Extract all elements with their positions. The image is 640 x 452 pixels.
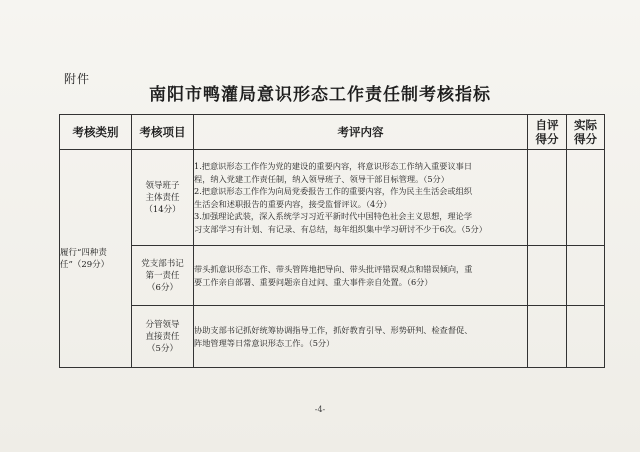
assessment-table: [59, 114, 605, 368]
table-row: [60, 150, 605, 246]
item-cell: [132, 306, 194, 368]
actual-score-cell[interactable]: [567, 306, 605, 368]
table-row: [60, 246, 605, 306]
page-number: -4-: [314, 405, 326, 414]
content-line: 1.把意识形态工作作为党的建设的重要内容，将意识形态工作纳入重要议事日: [194, 161, 473, 171]
self-score-cell[interactable]: [528, 246, 567, 306]
category-cell: [60, 150, 132, 368]
header-self-score-line1: 自评: [535, 118, 559, 132]
actual-score-cell[interactable]: [567, 246, 605, 306]
content-line: 程，纳入党建工作责任制，纳入领导班子、领导干部目标管理。（5分）: [194, 173, 449, 184]
header-self-score: [528, 115, 567, 150]
actual-score-cell[interactable]: [567, 150, 605, 246]
category-line1: 履行“四种责: [60, 247, 107, 258]
header-content: 考评内容: [194, 115, 528, 150]
table-row: [60, 306, 605, 368]
content-line: 协助支部书记抓好统筹协调指导工作，抓好教育引导、形势研判、检查督促、: [194, 325, 473, 335]
item-cell: [132, 246, 194, 306]
item-line: 领导班子: [145, 180, 180, 191]
item-line: 第一责任: [145, 270, 180, 281]
self-score-cell[interactable]: [528, 306, 567, 368]
self-score-cell[interactable]: [528, 150, 567, 246]
header-actual-score-line1: 实际: [574, 118, 597, 132]
table-header-row: [60, 115, 605, 150]
header-category: 考核类别: [60, 115, 132, 150]
document-title: 南阳市鸭灌局意识形态工作责任制考核指标: [149, 85, 491, 105]
item-line: 直接责任: [145, 331, 180, 342]
category-line2: 任”（29分）: [60, 259, 110, 270]
item-line: 主体责任: [145, 192, 180, 203]
header-item: 考核项目: [132, 115, 194, 150]
content-line: 要工作亲自部署、重要问题亲自过问、重大事件亲自处置。（6分）: [194, 276, 433, 287]
attachment-label: 附件: [64, 72, 91, 86]
content-cell: [194, 246, 528, 306]
item-line: （14分）: [144, 204, 181, 215]
content-line: 阵地管理等日常意识形态工作。（5分）: [194, 337, 335, 348]
item-line: 党支部书记: [141, 258, 184, 269]
content-cell: [194, 306, 528, 368]
content-line: 2.把意识形态工作作为向局党委报告工作的重要内容，作为民主生活会或组织: [194, 186, 473, 196]
content-cell: [194, 150, 528, 246]
item-line: （6分）: [147, 282, 178, 293]
content-line: 3.加强理论武装，深入系统学习习近平新时代中国特色社会主义思想，理论学: [194, 211, 473, 221]
item-cell: [132, 150, 194, 246]
item-line: （5分）: [147, 343, 178, 354]
content-line: 习支部学习有计划、有记录、有总结，每年组织集中学习研讨不少于6次。（5分）: [194, 223, 487, 234]
content-line: 生活会和述职报告的重要内容，接受监督评议。（4分）: [194, 198, 392, 209]
item-line: 分管领导: [145, 319, 180, 330]
header-self-score-line2: 得分: [535, 132, 559, 146]
content-line: 带头抓意识形态工作、带头管阵地把导向、带头批评错误观点和错误倾向，重: [194, 264, 473, 274]
header-actual-score-line2: 得分: [574, 132, 597, 146]
header-actual-score: [567, 115, 605, 150]
